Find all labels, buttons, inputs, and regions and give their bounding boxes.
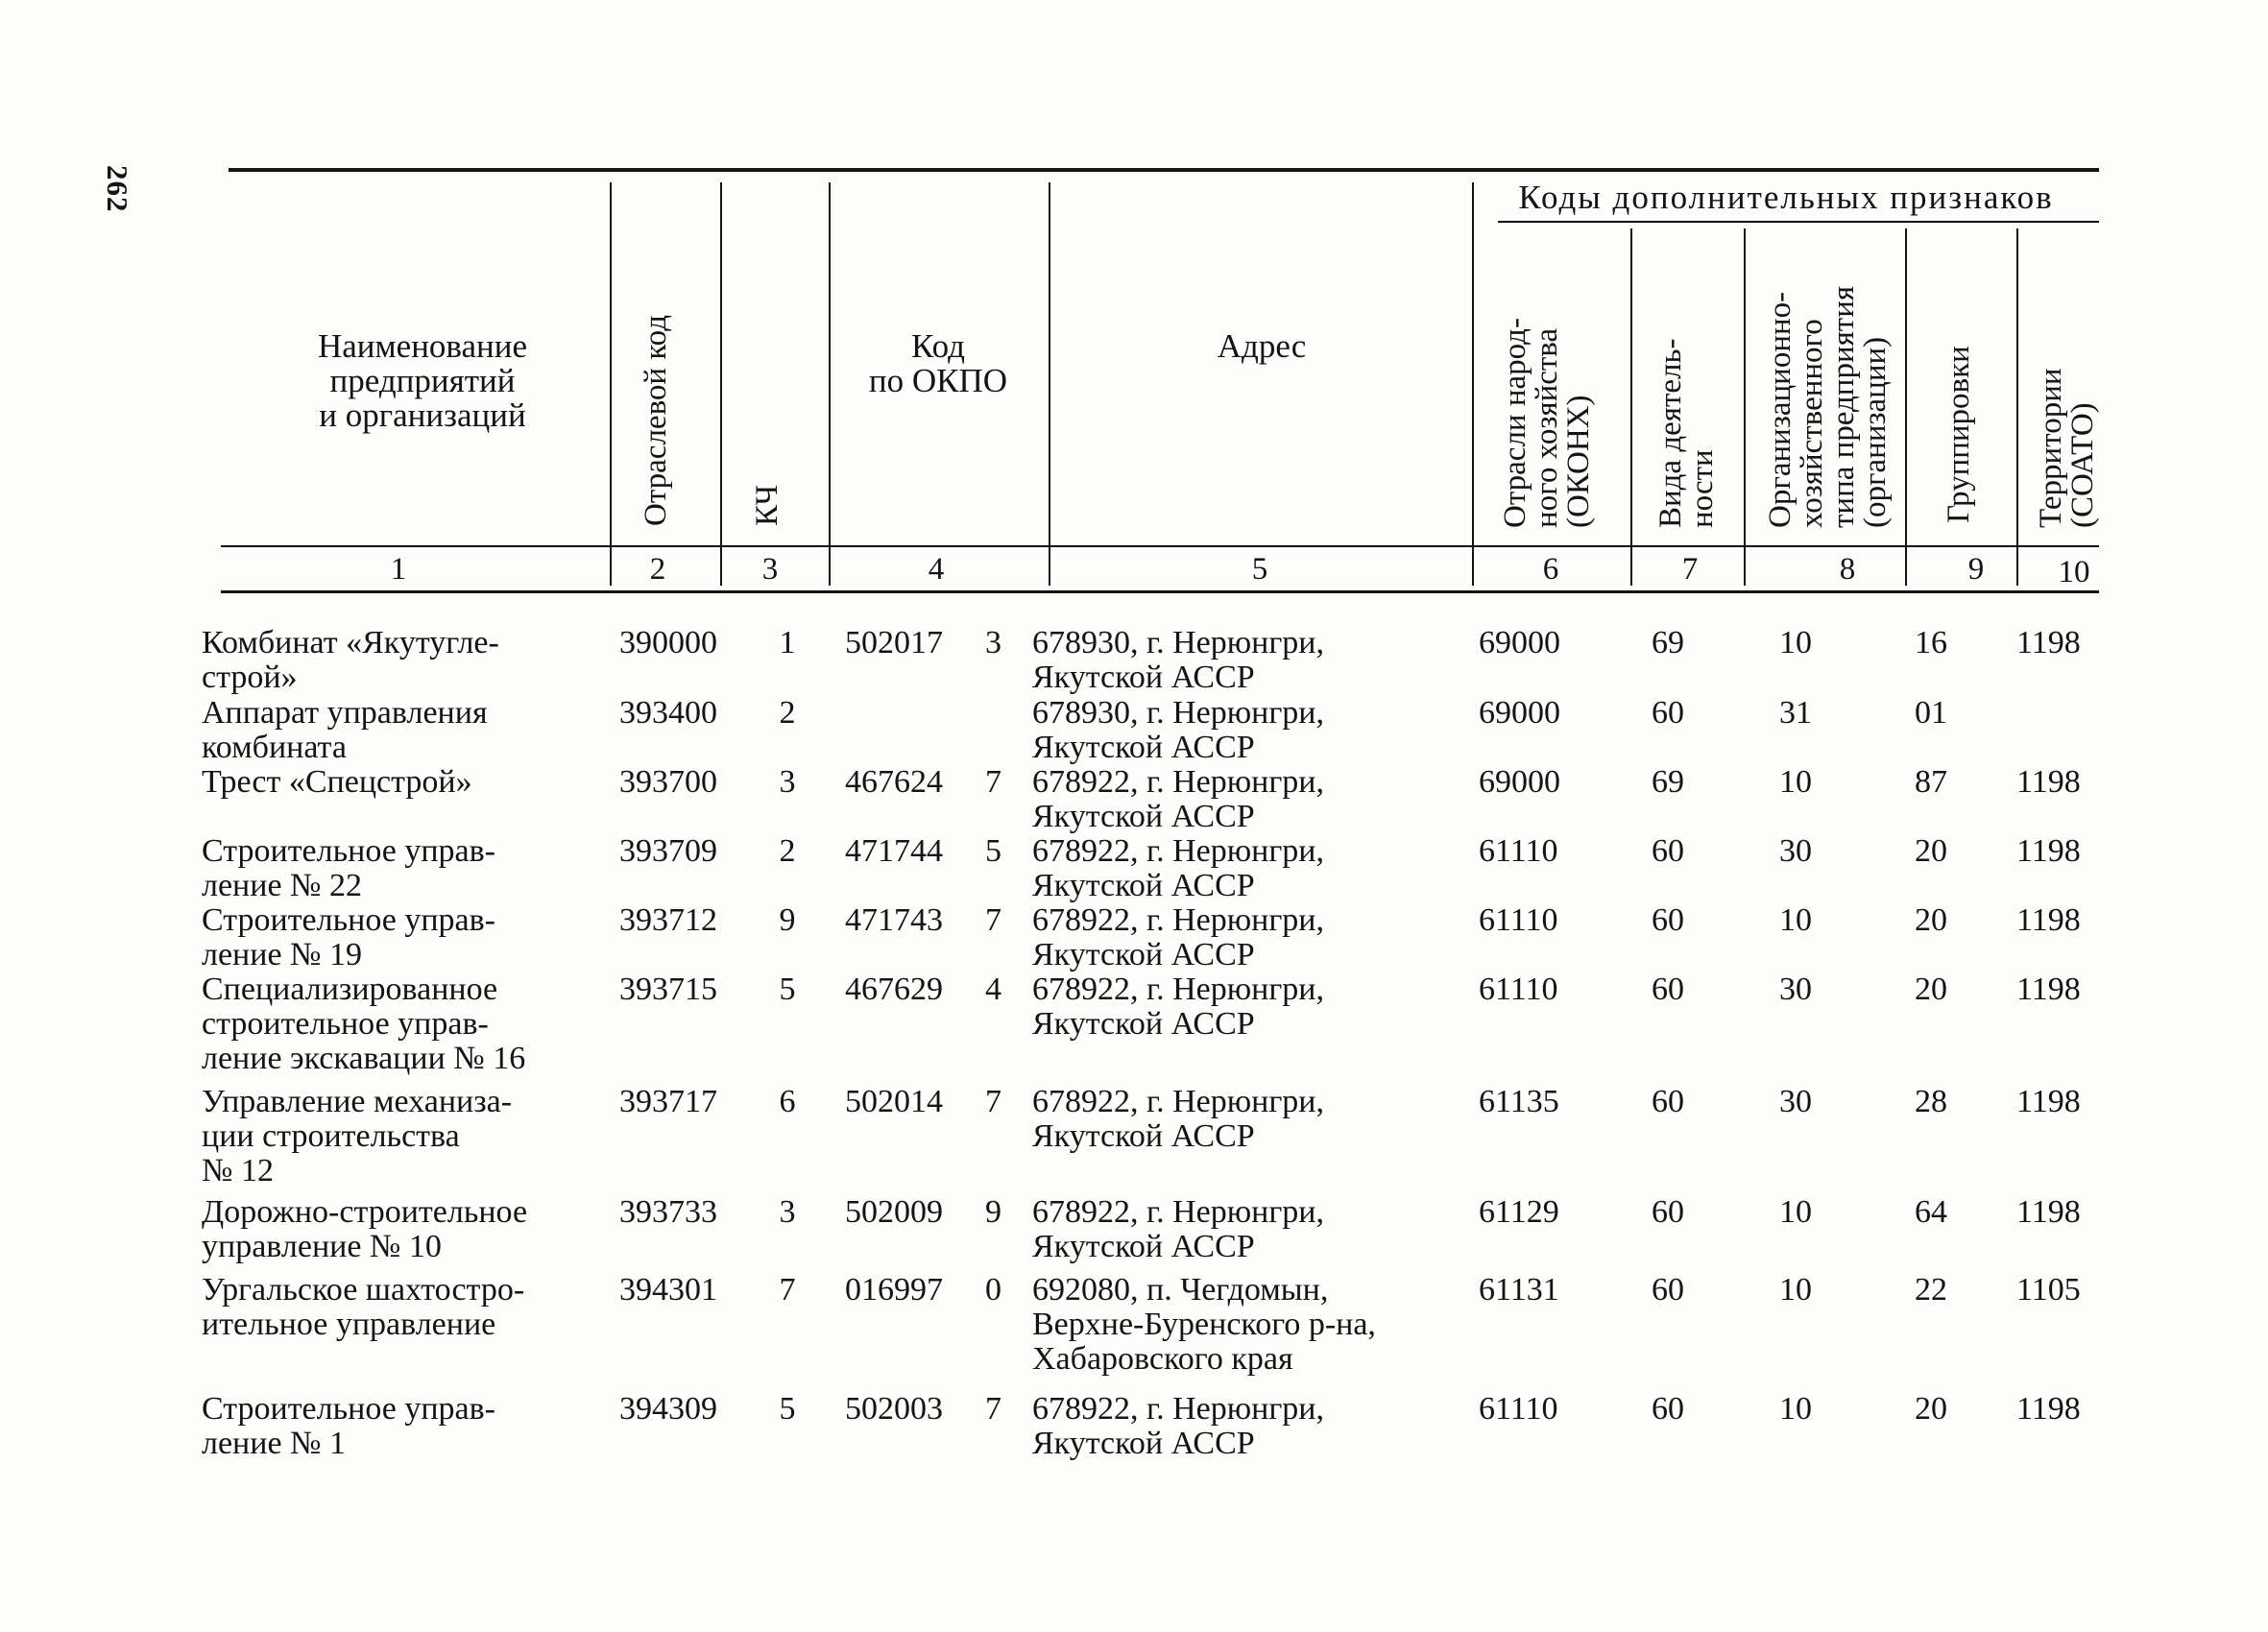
branch-code: 390000: [619, 625, 717, 660]
kch-value: 3: [779, 1194, 796, 1230]
vline: [2016, 228, 2018, 586]
territory-code: 1198: [2016, 1194, 2081, 1230]
org-name-line: комбината: [202, 730, 347, 765]
group-code: 20: [1915, 902, 1947, 938]
address-line: 678930, г. Нерюнгри,: [1032, 625, 1324, 660]
activity-code: 60: [1652, 972, 1684, 1007]
address-line: Хабаровского края: [1032, 1341, 1293, 1377]
org-name-line: ление экскавации № 16: [202, 1041, 526, 1076]
territory-code: 1198: [2016, 1084, 2081, 1119]
branch-code: 394309: [619, 1391, 717, 1427]
branch-code: 393709: [619, 833, 717, 869]
column-number: 8: [1839, 552, 1856, 587]
address-line: 678922, г. Нерюнгри,: [1032, 972, 1324, 1007]
org-name-line: Специализированное: [202, 972, 498, 1007]
okonh-code: 61129: [1479, 1194, 1559, 1230]
org-name: [202, 765, 472, 800]
address-line: Якутской АССР: [1032, 937, 1255, 972]
column-number: 7: [1681, 552, 1699, 587]
kch-value: 3: [779, 764, 796, 800]
column-number: 4: [928, 552, 945, 587]
vline: [1472, 182, 1474, 586]
group-code: 20: [1915, 1391, 1947, 1427]
org-name-line: управление № 10: [202, 1229, 442, 1264]
org-name-line: Ургальское шахтостро-: [202, 1272, 525, 1308]
okpo-check-digit: 5: [985, 833, 1001, 869]
address-line: 678930, г. Нерюнгри,: [1032, 695, 1324, 731]
activity-code: 60: [1652, 1272, 1684, 1308]
vline: [720, 182, 722, 586]
okpo-code: 471744: [845, 833, 943, 869]
okonh-code: 61131: [1479, 1272, 1559, 1308]
address: [1032, 1195, 1324, 1264]
org-name: [202, 972, 525, 1076]
org-type-code: 10: [1779, 1194, 1812, 1230]
okpo-code: 467629: [845, 972, 943, 1007]
branch-code: 393715: [619, 972, 717, 1007]
address-line: 678922, г. Нерюнгри,: [1032, 1194, 1324, 1230]
branch-code: 393400: [619, 695, 717, 731]
kch-value: 5: [779, 972, 796, 1007]
org-name-line: ление № 19: [202, 937, 362, 972]
okpo-check-digit: 9: [985, 1194, 1001, 1230]
okonh-code: 61110: [1479, 902, 1558, 938]
okpo-code: 502017: [845, 625, 943, 660]
org-name: [202, 696, 488, 765]
territory-code: 1198: [2016, 902, 2081, 938]
org-type-code: 30: [1779, 972, 1812, 1007]
address: [1032, 1273, 1376, 1377]
column-number: 5: [1251, 552, 1268, 587]
kch-value: 9: [779, 902, 796, 938]
address-line: Якутской АССР: [1032, 868, 1255, 903]
okpo-code: 502014: [845, 1084, 943, 1119]
org-name: [202, 903, 495, 972]
address: [1032, 1392, 1324, 1461]
kch-value: 2: [779, 695, 796, 731]
activity-code: 69: [1652, 764, 1684, 800]
okonh-code: 69000: [1479, 695, 1560, 731]
additional-group-rule: [1498, 221, 2099, 223]
address-line: 678922, г. Нерюнгри,: [1032, 1084, 1324, 1119]
kch-value: 5: [779, 1391, 796, 1427]
group-code: 01: [1915, 695, 1947, 731]
okonh-code: 61110: [1479, 1391, 1558, 1427]
group-code: 28: [1915, 1084, 1947, 1119]
group-code: 20: [1915, 972, 1947, 1007]
address-line: 678922, г. Нерюнгри,: [1032, 764, 1324, 800]
org-type-code: 10: [1779, 764, 1812, 800]
org-name-line: ление № 22: [202, 868, 362, 903]
org-type-code: 31: [1779, 695, 1812, 731]
address-line: Якутской АССР: [1032, 1426, 1255, 1461]
org-name-line: Управление механиза-: [202, 1084, 513, 1119]
okpo-check-digit: 0: [985, 1272, 1001, 1308]
okonh-code: 69000: [1479, 764, 1560, 800]
vline: [829, 182, 831, 586]
address-line: 692080, п. Чегдомын,: [1032, 1272, 1329, 1308]
org-name-line: ление № 1: [202, 1426, 346, 1461]
activity-code: 60: [1652, 1084, 1684, 1119]
okpo-check-digit: 3: [985, 625, 1001, 660]
okpo-code: 467624: [845, 764, 943, 800]
okpo-code: 502009: [845, 1194, 943, 1230]
org-name-line: Строительное управ-: [202, 833, 495, 869]
territory-code: 1105: [2016, 1272, 2081, 1308]
org-name: [202, 1085, 512, 1188]
group-code: 16: [1915, 625, 1947, 660]
org-name: [202, 1392, 495, 1461]
territory-code: 1198: [2016, 625, 2081, 660]
okpo-code: 471743: [845, 902, 943, 938]
branch-code: 393700: [619, 764, 717, 800]
address-line: Якутской АССР: [1032, 799, 1255, 834]
address-line: Якутской АССР: [1032, 1118, 1255, 1154]
org-name-line: строительное управ-: [202, 1006, 489, 1042]
org-type-code: 10: [1779, 902, 1812, 938]
address-line: 678922, г. Нерюнгри,: [1032, 833, 1324, 869]
org-name-line: № 12: [202, 1153, 274, 1188]
header-name: Наименование предприятий и организаций: [317, 327, 528, 434]
column-number: 9: [1967, 552, 1985, 587]
org-name-line: Строительное управ-: [202, 902, 495, 938]
address-line: Якутской АССР: [1032, 1229, 1255, 1264]
okpo-check-digit: 7: [985, 764, 1001, 800]
address-line: Якутской АССР: [1032, 1006, 1255, 1042]
header-okpo: Код по ОКПО: [868, 327, 1008, 399]
okpo-check-digit: 7: [985, 1084, 1001, 1119]
activity-code: 69: [1652, 625, 1684, 660]
vline: [1049, 182, 1050, 586]
address: [1032, 626, 1324, 695]
activity-code: 60: [1652, 695, 1684, 731]
org-name: [202, 834, 495, 903]
org-name-line: ительное управление: [202, 1307, 496, 1342]
org-type-code: 10: [1779, 1391, 1812, 1427]
kch-value: 1: [779, 625, 796, 660]
branch-code: 393712: [619, 902, 717, 938]
column-number: 6: [1542, 552, 1559, 587]
header-address: Адрес: [1217, 327, 1307, 365]
group-code: 87: [1915, 764, 1947, 800]
okonh-code: 69000: [1479, 625, 1560, 660]
okonh-code: 61135: [1479, 1084, 1559, 1119]
group-code: 22: [1915, 1272, 1947, 1308]
kch-value: 2: [779, 833, 796, 869]
territory-code: 1198: [2016, 764, 2081, 800]
column-number: 2: [649, 552, 666, 587]
kch-value: 7: [779, 1272, 796, 1308]
address: [1032, 834, 1324, 903]
header-additional-group: Коды дополнительных признаков: [1518, 179, 2054, 216]
address-line: Якутской АССР: [1032, 730, 1255, 765]
territory-code: 1198: [2016, 1391, 2081, 1427]
table-top-rule: [229, 168, 2099, 172]
okpo-code: 502003: [845, 1391, 943, 1427]
activity-code: 60: [1652, 1194, 1684, 1230]
org-name-line: строй»: [202, 660, 298, 695]
kch-value: 6: [779, 1084, 796, 1119]
address: [1032, 696, 1324, 765]
group-code: 64: [1915, 1194, 1947, 1230]
org-type-code: 30: [1779, 833, 1812, 869]
activity-code: 60: [1652, 1391, 1684, 1427]
org-name-line: Аппарат управления: [202, 695, 488, 731]
vline: [1744, 228, 1746, 586]
okpo-check-digit: 4: [985, 972, 1001, 1007]
org-name-line: Комбинат «Якутугле-: [202, 625, 499, 660]
address: [1032, 972, 1324, 1042]
org-name-line: ции строительства: [202, 1118, 460, 1154]
vline: [1630, 228, 1632, 586]
address-line: Якутской АССР: [1032, 660, 1255, 695]
territory-code: 1198: [2016, 972, 2081, 1007]
address-line: 678922, г. Нерюнгри,: [1032, 902, 1324, 938]
address: [1032, 1085, 1324, 1154]
group-code: 20: [1915, 833, 1947, 869]
org-name: [202, 626, 499, 695]
okonh-code: 61110: [1479, 972, 1558, 1007]
header-bottom-rule: [221, 590, 2099, 593]
address: [1032, 765, 1324, 834]
vline: [1905, 228, 1907, 586]
address-line: 678922, г. Нерюнгри,: [1032, 1391, 1324, 1427]
okpo-code: 016997: [845, 1272, 943, 1308]
column-number: 1: [390, 552, 407, 587]
column-number: 3: [761, 552, 779, 587]
okonh-code: 61110: [1479, 833, 1558, 869]
territory-code: 1198: [2016, 833, 2081, 869]
address: [1032, 903, 1324, 972]
address-line: Верхне-Буренского р-на,: [1032, 1307, 1376, 1342]
activity-code: 60: [1652, 833, 1684, 869]
org-type-code: 30: [1779, 1084, 1812, 1119]
branch-code: 394301: [619, 1272, 717, 1308]
okpo-check-digit: 7: [985, 902, 1001, 938]
column-number: 10: [2058, 555, 2090, 589]
org-type-code: 10: [1779, 1272, 1812, 1308]
column-number-rule: [221, 545, 2099, 547]
branch-code: 393733: [619, 1194, 717, 1230]
org-name-line: Трест «Спецстрой»: [202, 764, 472, 800]
activity-code: 60: [1652, 902, 1684, 938]
org-type-code: 10: [1779, 625, 1812, 660]
vline: [610, 182, 612, 586]
org-name-line: Дорожно-строительное: [202, 1194, 528, 1230]
org-name-line: Строительное управ-: [202, 1391, 495, 1427]
page-number: 262: [101, 165, 134, 213]
okpo-check-digit: 7: [985, 1391, 1001, 1427]
branch-code: 393717: [619, 1084, 717, 1119]
org-name: [202, 1195, 527, 1264]
org-name: [202, 1273, 524, 1342]
